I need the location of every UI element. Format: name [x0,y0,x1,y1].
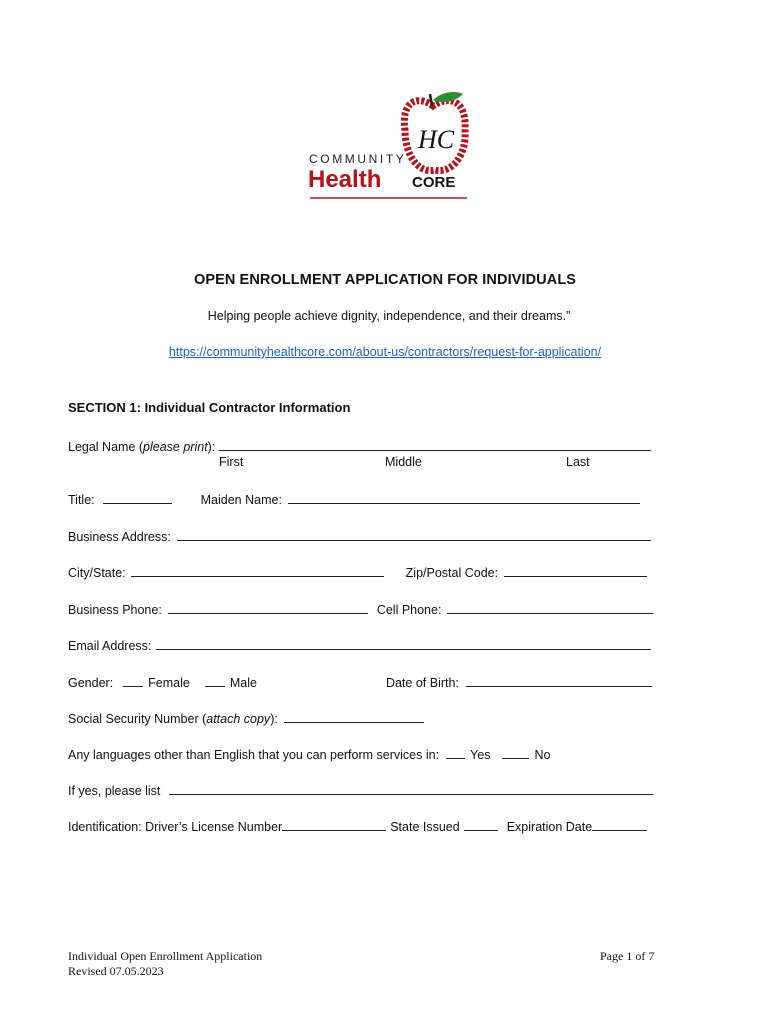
legal-name-label: Legal Name ( [68,440,144,454]
languages-row [68,746,550,762]
logo-health-text: Health [308,166,382,193]
dob-field[interactable] [466,674,652,687]
expiration-field[interactable] [592,818,647,831]
dob-label: Date of Birth: [385,676,459,690]
female-label: Female [148,676,190,690]
business-address-row [68,528,651,544]
legal-name-italic: please print [143,440,208,454]
state-issued-label: State Issued [390,820,460,834]
city-state-row [68,564,647,580]
business-phone-field[interactable] [168,601,368,614]
female-checkbox[interactable] [123,674,143,687]
maiden-name-label: Maiden Name: [200,493,282,507]
ssn-italic: attach copy [206,712,271,726]
ssn-suffix: ): [270,712,278,726]
logo-community-text: COMMUNITY [309,152,407,166]
languages-label: Any languages other than English that you can perform services in: [68,748,440,762]
application-link[interactable]: https://communityhealthcore.com/about-us/contractors/request-for-application/ [168,345,602,359]
email-field[interactable] [156,637,651,650]
languages-yes-checkbox[interactable] [446,746,465,759]
languages-no-checkbox[interactable] [502,746,529,759]
title-label: Title: [68,493,95,507]
business-phone-label: Business Phone: [68,603,162,617]
tagline: Helping people achieve dignity, independence, and their dreams.” [207,309,571,323]
if-yes-row [68,782,653,798]
yes-label: Yes [470,748,491,762]
ssn-field[interactable] [284,710,424,723]
zip-label: Zip/Postal Code: [405,566,499,580]
languages-list-field[interactable] [169,782,653,795]
svg-text:HC: HC [418,125,455,154]
maiden-name-field[interactable] [288,491,640,504]
title-field[interactable] [103,491,172,504]
gender-label: Gender: [68,676,114,690]
footer-doc-name: Individual Open Enrollment Application [68,949,263,963]
middle-label: Middle [385,455,422,469]
phone-row [68,601,653,617]
logo [305,90,475,202]
ssn-label: Social Security Number ( [68,712,207,726]
drivers-license-field[interactable] [282,818,386,831]
male-label: Male [229,676,257,690]
cell-phone-label: Cell Phone: [376,603,442,617]
id-label: Identification: Driver’s License Number [68,820,283,834]
legal-name-field[interactable] [219,438,651,451]
if-yes-label: If yes, please list [68,784,161,798]
section-1-heading: SECTION 1: Individual Contractor Information [68,400,351,415]
last-label: Last [566,455,590,469]
expiration-label: Expiration Date [506,820,593,834]
footer-revised: Revised 07.05.2023 [68,964,164,978]
email-row [68,637,651,653]
title-row [68,491,640,507]
footer-page-number: Page 1 of 7 [600,949,655,963]
gender-row [68,674,652,690]
business-address-field[interactable] [177,528,651,541]
legal-name-suffix: ): [207,440,216,454]
state-issued-field[interactable] [464,818,498,831]
page-title: OPEN ENROLLMENT APPLICATION FOR INDIVIDUALS [193,272,577,288]
business-address-label: Business Address: [68,530,171,544]
identification-row [68,818,647,834]
male-checkbox[interactable] [205,674,225,687]
email-label: Email Address: [68,639,152,653]
zip-field[interactable] [504,564,647,577]
city-state-field[interactable] [131,564,384,577]
ssn-row [68,710,424,726]
legal-name-row [68,438,651,454]
first-label: First [219,455,244,469]
cell-phone-field[interactable] [447,601,653,614]
logo-core-text: CORE [412,174,456,191]
city-state-label: City/State: [68,566,126,580]
no-label: No [534,748,551,762]
